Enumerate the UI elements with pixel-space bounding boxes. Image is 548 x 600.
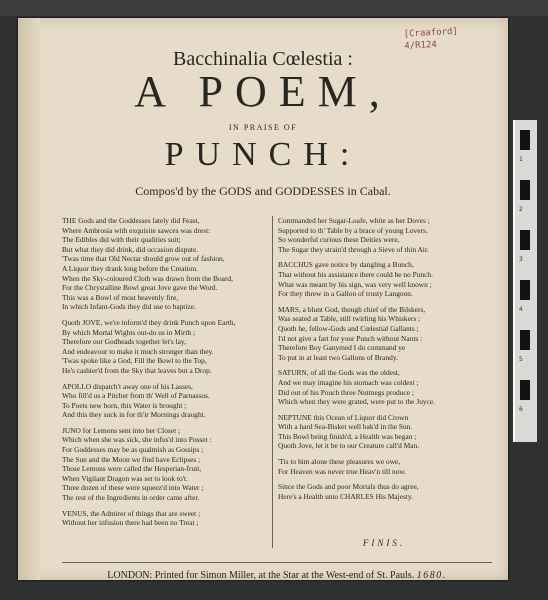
poem-line: Here's a Health unto CHARLES His Majesty. (278, 491, 413, 501)
ruler-number: 2 (519, 206, 523, 213)
poem-line: THE Gods and the Goddesses lately did Feast, (62, 216, 200, 225)
imprint (62, 570, 492, 581)
ruler-mark (520, 230, 530, 250)
ruler-number: 6 (519, 406, 523, 413)
poem-line: The Edibles did with their qualities suit; (62, 235, 181, 245)
ruler-number: 3 (519, 256, 523, 263)
poem-line: When Vigilant Dragon was set to look to't. (62, 473, 188, 483)
poem-line: Without her infusion there had been no Treat ; (62, 518, 199, 528)
poem-line: For Heaven was never true Heav'n till now. (278, 466, 407, 476)
stanza (278, 260, 490, 298)
poem-line: This was a Bowl of most heavenly fire, (62, 292, 179, 302)
poem-line: I'd not give a fart for your Punch without Nants : (278, 333, 423, 343)
poem-line: Quoth Jove, let it be to our Creature call'd Man. (278, 441, 420, 451)
poem-line: So wonderful curious these Deities were, (278, 235, 400, 245)
column-divider (272, 216, 273, 548)
poem-line: Therefore Boy Ganymed I do command ye (278, 343, 406, 353)
poem-left-column (62, 216, 274, 534)
poem-line: The Sugar they strain'd through a Sieve of thin Air. (278, 244, 429, 254)
poem-line: Quoth JOVE, we're inform'd they drink Punch upon Earth, (62, 317, 236, 327)
stanza (278, 368, 490, 406)
subtitle: Compos'd by the GODS and GODDESSES in Cabal. (135, 184, 391, 198)
poem-line: Quoth he, fellow-Gods and Cœlestial Gallants ; (278, 323, 419, 333)
poem-line: For Goddesses may be as qualmish as Gossips ; (62, 445, 204, 455)
title-a-poem: A POEM, (134, 67, 392, 116)
poem-line: And endeavour to make it much stronger than they. (62, 346, 214, 356)
stanza (62, 382, 274, 420)
ruler-mark (520, 180, 530, 200)
stanza (62, 318, 274, 376)
poem-line: And this they suck in for th'ir Mornings draught. (62, 410, 206, 420)
poem-line: Which when they were grated, were put to the Juyce. (278, 397, 435, 407)
poem-line: Supported to th' Table by a brace of young Lovers. (278, 225, 428, 235)
handwritten-annotation: [Craaford] 4/R124 (403, 26, 459, 52)
poem-line: Commanded her Sugar-Loafe, white as her Doves ; (278, 216, 430, 225)
stanza (278, 413, 490, 451)
poem-line: He's cashier'd from the Sky that leaves but a Drop. (62, 365, 212, 375)
poem-line: Where Ambrosia with exquisite sawces was drest: (62, 225, 211, 235)
poem-line: JUNO for Lemons sent into her Closet ; (62, 425, 181, 435)
poem-line: Those Lemons were called the Hesperian-fruit, (62, 464, 202, 474)
ruler-number: 1 (519, 156, 523, 163)
poem-line: By which Mortal Wights out-do us in Mirth ; (62, 327, 196, 337)
poem-line: And we may imagine his stomach was coldest ; (278, 377, 419, 387)
poem-line: BACCHUS gave notice by dangling a Bunch, (278, 260, 414, 270)
stanza (278, 457, 490, 476)
poem-line: When the Sky-coloured Cloth was drawn from the Board, (62, 273, 233, 283)
poem-line: To put in at least two Gallons of Brandy. (278, 352, 398, 362)
title-in-praise-of: IN PRAISE OF (228, 123, 298, 132)
poem-line: In which Infant-Gods they did use to baptize. (62, 302, 196, 312)
imprint-text: LONDON: Printed for Simon Miller, at the Star at the West-end of St. Pauls. (107, 570, 415, 581)
stanza (62, 426, 274, 503)
sheet-edge (18, 18, 40, 580)
poem-line: Three dozen of these were squeez'd into Water ; (62, 483, 204, 493)
ruler-number: 5 (519, 356, 523, 363)
poem-line: For the Chrystalline Bowl great Jove gave the Word. (62, 283, 218, 293)
stanza (278, 482, 490, 501)
ruler-mark (520, 330, 530, 350)
stanza (62, 509, 274, 528)
scale-ruler (513, 120, 537, 442)
poem-right-column (278, 216, 490, 507)
poem-line: For they threw in a Gallon of trusty Langoon. (278, 289, 413, 299)
poem-line: NEPTUNE this Ocean of Liquor did Crown (278, 412, 409, 422)
poem-line: 'Tis to him alone these pleasures we owe, (278, 457, 401, 467)
poem-line: Did out of his Pouch three Nutmegs produce ; (278, 387, 414, 397)
poem-line: Since the Gods and poor Mortals thus do agree, (278, 482, 419, 492)
poem-line: Therefore our Godheads together let's lay, (62, 337, 186, 347)
poem-line: 'Twas time that Old Nectar should grow out of fashion, (62, 254, 225, 264)
stanza (62, 216, 274, 312)
poem-line: The rest of the Ingredients in order came after. (62, 493, 200, 503)
imprint-rule-top (62, 562, 492, 563)
poem-line: MARS, a blunt God, though chief of the Bilskers, (278, 304, 426, 314)
title-punch: PUNCH: (164, 136, 362, 173)
imprint-year: 1680. (416, 570, 447, 581)
poem-line: To Poets new born, this Water is brought ; (62, 400, 187, 410)
title-bacchinalia: Bacchinalia Cœlestia : (173, 48, 353, 70)
poem-line: A Liquor they drank long before the Creation. (62, 263, 198, 273)
backdrop (0, 0, 548, 16)
ruler-mark (520, 130, 530, 150)
ruler-mark (520, 280, 530, 300)
poem-line: But what they did drink, did occasion dispute. (62, 244, 199, 254)
ruler-number: 4 (519, 306, 523, 313)
poem-line: SATURN, of all the Gods was the oldest, (278, 368, 400, 378)
poem-line: Which when she was sick, she infus'd into Posset : (62, 435, 212, 445)
poem-line: Was seated at Table, still twirling his Whiskers ; (278, 314, 421, 324)
ruler-mark (520, 380, 530, 400)
finis: FINIS. (362, 538, 406, 548)
poem-line: VENUS, the Admirer of things that are sweet ; (62, 508, 201, 518)
poem-line: What was meant by his sign, was very well known ; (278, 279, 432, 289)
stanza (278, 216, 490, 254)
poem-line: This Bowl being finish'd, a Health was began ; (278, 431, 417, 441)
poem-line: The Sun and the Moon we find have Eclipses ; (62, 454, 201, 464)
poem-line: 'Twas spoke like a God, Fill the Bowl to the Top, (62, 356, 207, 366)
poem-line: APOLLO dispatch't away one of his Lasses, (62, 381, 193, 391)
poem-line: With a hard Sea-Bisket well bak'd in the Sun. (278, 422, 413, 432)
poem-line: Who fill'd us a Pitcher from th' Well of Parnassus. (62, 391, 210, 401)
broadside-sheet (18, 18, 508, 580)
stanza (278, 305, 490, 363)
poem-line: That without his assistance there could be no Punch. (278, 269, 433, 279)
